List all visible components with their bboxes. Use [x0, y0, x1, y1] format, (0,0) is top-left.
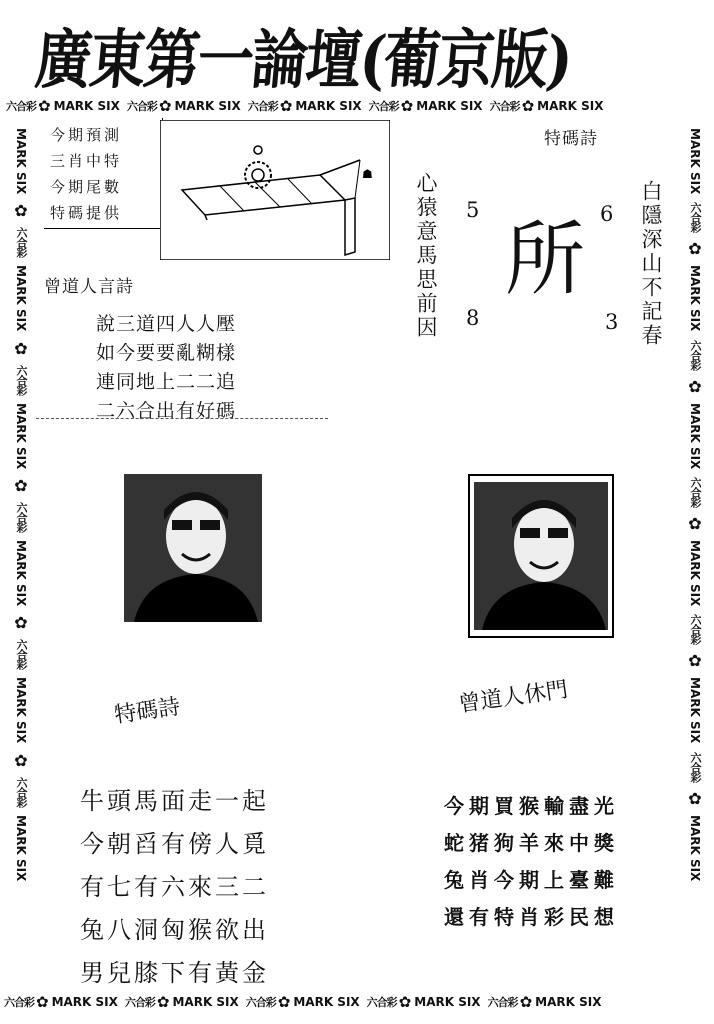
mark-six-logo: 六合彩 [487, 996, 518, 1009]
flower-icon: ✿ [14, 613, 28, 633]
mark-six-text: MARK SIX [14, 539, 28, 607]
special-poem-title: 特碼詩 [544, 129, 598, 149]
poem-line: 連同地上二二追 [96, 371, 237, 393]
poem-line: 男兒膝下有黃金 [80, 959, 269, 987]
mark-six-text: MARK SIX [688, 677, 702, 744]
mark-six-text: MARK SIX [688, 128, 702, 195]
flower-icon: ✿ [14, 338, 28, 358]
prediction-box [44, 118, 163, 229]
mark-six-text: MARK SIX [14, 677, 28, 744]
mark-six-logo: 六合彩 [4, 996, 34, 1009]
poem-line: 如今要要亂糊樣 [96, 342, 237, 364]
mark-six-text: MARK SIX [174, 99, 241, 113]
poem-line: 今朝舀有傍人覓 [80, 830, 269, 858]
mark-six-logo: 六合彩 [689, 202, 702, 233]
mark-six-text: MARK SIX [293, 995, 360, 1009]
flower-icon: ✿ [36, 993, 49, 1011]
page-title: 廣東第一論壇(葡京版) [32, 22, 575, 98]
special-poem-right-column: 白隱深山不記春 [639, 180, 663, 348]
mark-six-logo: 六合彩 [489, 100, 520, 113]
flower-icon: ✿ [277, 993, 291, 1011]
mark-six-logo: 六合彩 [126, 100, 157, 113]
mark-six-logo: 六合彩 [15, 227, 28, 258]
photo-caption-right: 曾道人休門 [457, 677, 570, 718]
mark-six-text: MARK SIX [172, 995, 239, 1009]
flower-icon: ✿ [279, 97, 293, 115]
poem-line: 今期買猴輸盡光 [444, 794, 619, 818]
mark-six-text: MARK SIX [688, 814, 702, 881]
mark-six-text: MARK SIX [688, 265, 702, 332]
mark-six-text: MARK SIX [51, 995, 118, 1009]
flower-icon: ✿ [38, 97, 51, 115]
poem-line: 兔肖今期上臺難 [444, 868, 619, 892]
prediction-line: 今期尾數 [50, 178, 123, 196]
flower-icon: ✿ [158, 97, 172, 115]
mark-six-banner-bottom [4, 992, 714, 1012]
mark-six-logo: 六合彩 [15, 639, 28, 670]
flower-icon: ✿ [521, 97, 535, 115]
poem-line: 牛頭馬面走一起 [80, 787, 269, 815]
banner-unit [367, 993, 481, 1011]
poem-line: 兔八洞匈猴欲出 [80, 916, 269, 944]
mark-six-text: MARK SIX [53, 99, 120, 113]
number-bottom-left: 8 [466, 306, 480, 330]
banner-unit [369, 97, 483, 115]
mark-six-logo: 六合彩 [15, 776, 28, 807]
mark-six-logo: 六合彩 [689, 751, 702, 782]
banner-unit [127, 97, 241, 115]
portrait-image [124, 474, 262, 622]
banner-unit [6, 97, 120, 115]
mark-six-text: MARK SIX [416, 99, 483, 113]
mark-six-text: MARK SIX [537, 99, 604, 113]
mark-six-logo: 六合彩 [124, 996, 155, 1009]
divider [36, 418, 328, 419]
number-top-left: 5 [466, 198, 480, 222]
bottom-right-poem [444, 788, 619, 936]
mark-six-text: MARK SIX [414, 995, 481, 1009]
prediction-line: 三肖中特 [50, 152, 123, 170]
flower-icon: ✿ [688, 651, 702, 671]
teacher-poem [96, 310, 236, 426]
banner-unit [4, 993, 118, 1011]
mark-six-text: MARK SIX [688, 402, 702, 469]
poem-line: 二六合出有好碼 [96, 400, 237, 422]
poem-line: 有七有六來三二 [80, 873, 269, 901]
flower-icon: ✿ [688, 788, 702, 808]
flower-icon: ✿ [400, 97, 414, 115]
poem-line: 說三道四人人壓 [96, 313, 237, 335]
mark-six-text: MARK SIX [14, 814, 28, 881]
banner-unit [246, 993, 360, 1011]
mark-six-logo: 六合彩 [15, 501, 28, 532]
mark-six-text: MARK SIX [14, 265, 28, 332]
prediction-line: 今期預測 [50, 126, 123, 144]
mark-six-logo: 六合彩 [247, 100, 278, 113]
mark-six-text: MARK SIX [14, 128, 28, 195]
flower-icon: ✿ [688, 239, 702, 259]
mark-six-logo: 六合彩 [15, 364, 28, 395]
flower-icon: ✿ [688, 376, 702, 396]
banner-unit [488, 993, 602, 1011]
banner-unit [490, 97, 604, 115]
mark-six-banner-left [8, 124, 34, 984]
flower-icon: ✿ [156, 993, 170, 1011]
flower-icon: ✿ [14, 475, 28, 495]
mark-six-logo: 六合彩 [6, 100, 36, 113]
banner-unit [248, 97, 362, 115]
mark-six-text: MARK SIX [14, 402, 28, 469]
mark-six-text: MARK SIX [535, 995, 602, 1009]
number-top-right: 6 [600, 202, 614, 226]
flower-icon: ✿ [14, 201, 28, 221]
flower-icon: ✿ [519, 993, 533, 1011]
teacher-poem-title: 曾道人言詩 [44, 277, 134, 297]
teacher-photo-left [124, 474, 262, 622]
table-illustration [160, 120, 390, 260]
mark-six-logo: 六合彩 [689, 476, 702, 507]
mark-six-logo: 六合彩 [689, 614, 702, 645]
hint-character: 所 [505, 213, 585, 306]
mark-six-text: MARK SIX [295, 99, 362, 113]
bottom-left-poem [80, 780, 269, 995]
flower-icon: ✿ [14, 750, 28, 770]
special-poem-left-column: 心猿意馬思前因 [414, 172, 438, 340]
portrait-image [470, 476, 612, 636]
mark-six-logo: 六合彩 [245, 996, 276, 1009]
svg-text:☗: ☗ [362, 167, 373, 181]
mark-six-logo: 六合彩 [368, 100, 399, 113]
poem-line: 蛇猪狗羊來中獎 [444, 831, 619, 855]
mark-six-banner-right [682, 124, 708, 984]
banner-unit [125, 993, 239, 1011]
mark-six-banner-top [6, 96, 714, 116]
number-bottom-right: 3 [605, 310, 619, 334]
prediction-line: 特碼提供 [50, 204, 123, 222]
mark-six-logo: 六合彩 [689, 339, 702, 370]
flower-icon: ✿ [398, 993, 412, 1011]
mark-six-text: MARK SIX [688, 539, 702, 607]
photo-caption-left: 特碼詩 [112, 694, 182, 729]
flower-icon: ✿ [688, 513, 702, 533]
mark-six-logo: 六合彩 [366, 996, 397, 1009]
poem-line: 還有特肖彩民想 [444, 905, 619, 929]
teacher-photo-right [468, 474, 614, 638]
